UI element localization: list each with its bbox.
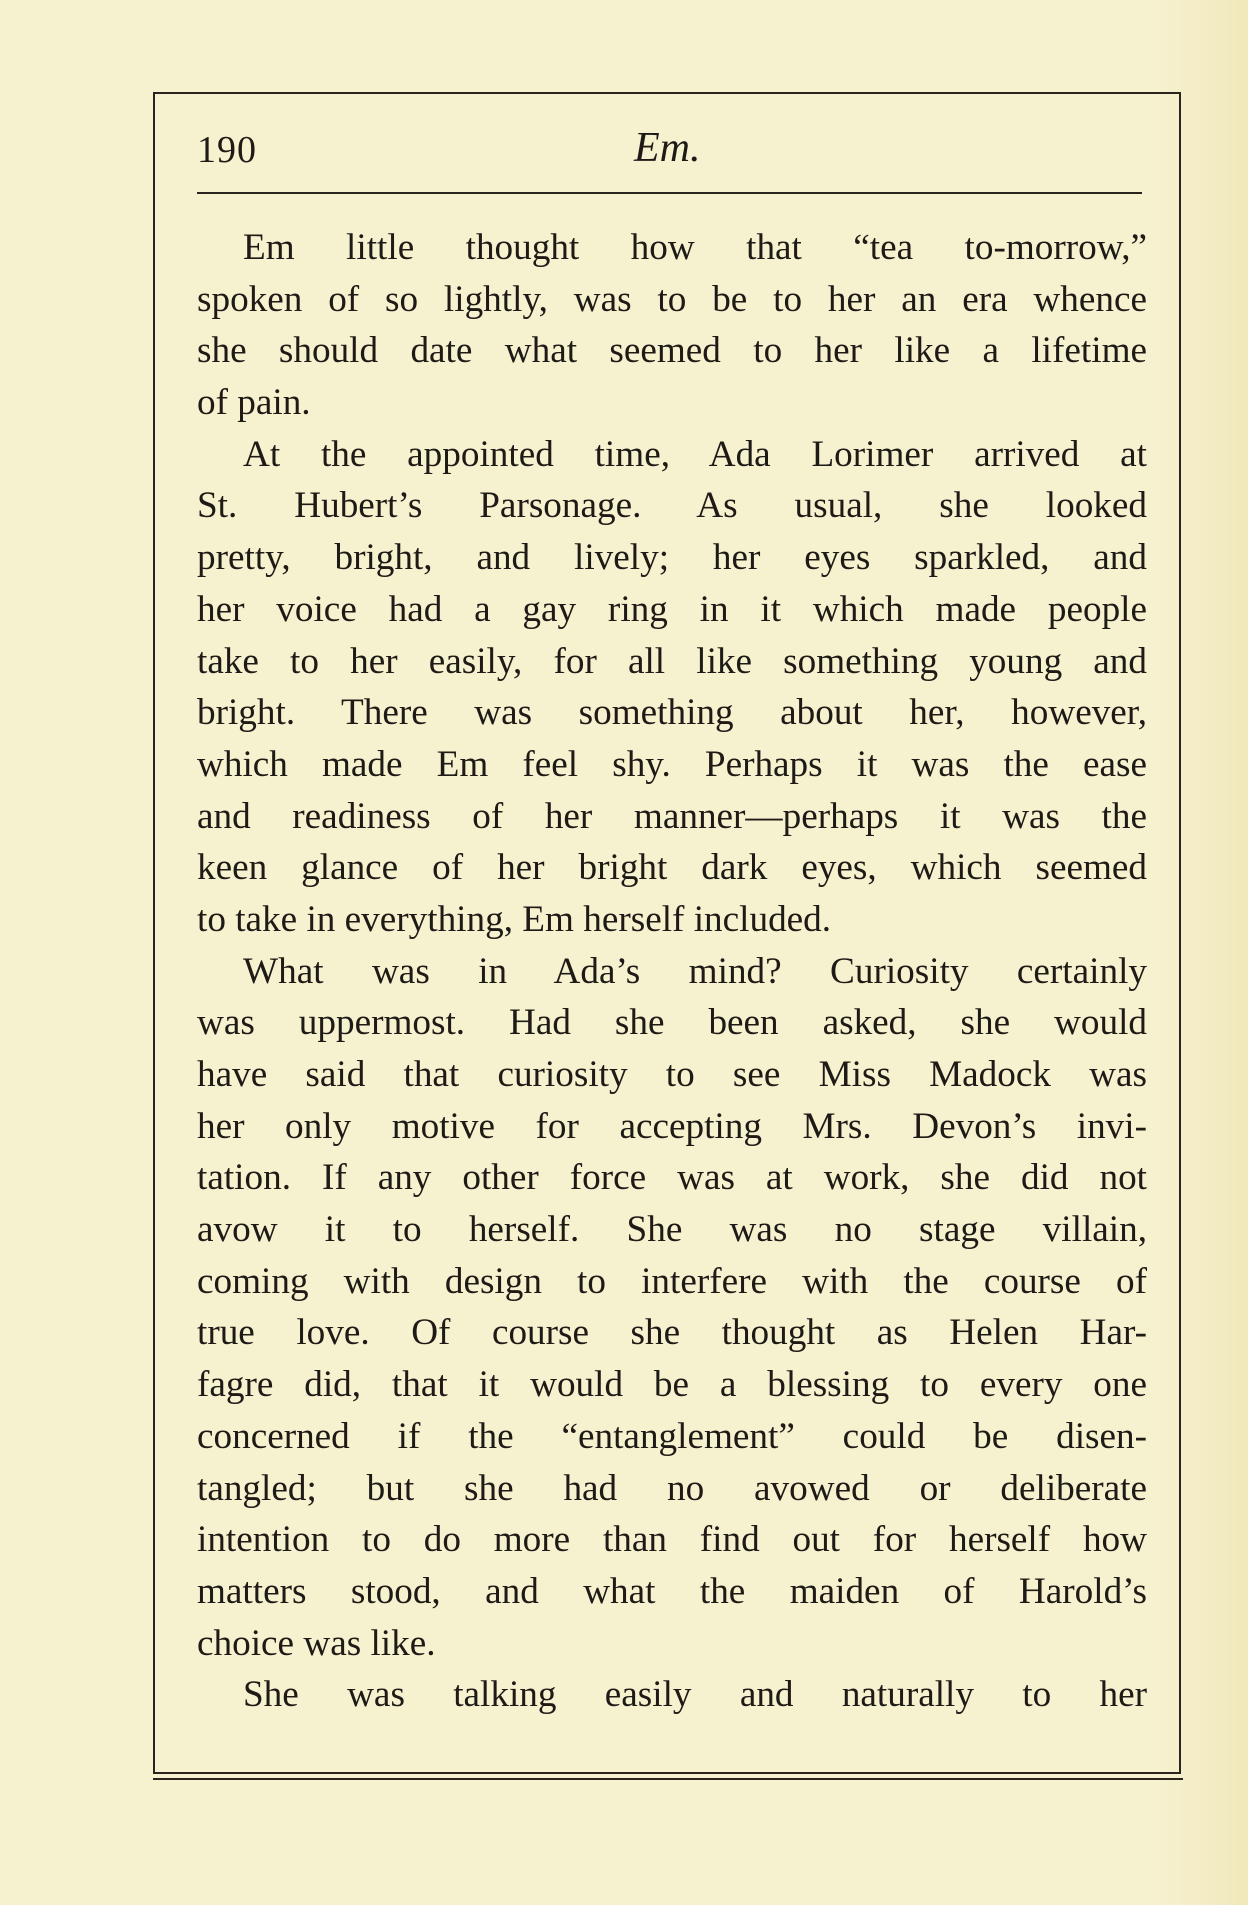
text-line: of pain. — [197, 382, 311, 424]
text-line: pretty, bright, and lively; her eyes sparkled, and — [197, 537, 1147, 579]
text-line: bright. There was something about her, however, — [197, 692, 1147, 734]
page-border-bottom-rule — [153, 1778, 1183, 1780]
text-line: choice was like. — [197, 1622, 436, 1664]
text-line: concerned if the “entanglement” could be disen- — [197, 1415, 1147, 1457]
text-line: she should date what seemed to her like a lifetime — [197, 330, 1147, 372]
text-line: have said that curiosity to see Miss Madock was — [197, 1054, 1147, 1095]
text-line: Em little thought how that “tea to-morrow,” — [243, 227, 1147, 268]
text-line: At the appointed time, Ada Lorimer arrived at — [243, 433, 1147, 475]
text-line: What was in Ada’s mind? Curiosity certainly — [243, 950, 1147, 992]
text-line: her only motive for accepting Mrs. Devon’s invi- — [197, 1105, 1147, 1147]
text-line: to take in everything, Em herself included. — [197, 898, 832, 940]
text-line: matters stood, and what the maiden of Harold’s — [197, 1570, 1147, 1612]
text-line: fagre did, that it would be a blessing to every one — [197, 1364, 1147, 1406]
running-head — [197, 124, 1142, 184]
body-text — [197, 222, 1147, 1721]
text-line: tation. If any other force was at work, she did not — [197, 1157, 1147, 1199]
text-line: avow it to herself. She was no stage villain, — [197, 1209, 1147, 1251]
running-title: Em. — [634, 125, 701, 171]
text-line: spoken of so lightly, was to be to her an era whence — [197, 278, 1147, 320]
header-rule — [197, 192, 1142, 194]
text-line: St. Hubert’s Parsonage. As usual, she looked — [197, 485, 1147, 527]
text-line: intention to do more than find out for herself how — [197, 1519, 1147, 1561]
text-line: and readiness of her manner—perhaps it was the — [197, 795, 1147, 837]
text-line: tangled; but she had no avowed or deliberate — [197, 1467, 1147, 1509]
paragraph — [197, 1669, 1147, 1721]
page-number: 190 — [197, 129, 257, 171]
text-line: true love. Of course she thought as Helen Har- — [197, 1312, 1147, 1354]
text-line: her voice had a gay ring in it which made people — [197, 588, 1147, 630]
text-line: keen glance of her bright dark eyes, which seemed — [197, 847, 1147, 889]
text-line: coming with design to interfere with the course of — [197, 1260, 1147, 1302]
text-line: She was talking easily and naturally to her — [243, 1674, 1147, 1716]
paragraph — [197, 429, 1147, 946]
paragraph — [197, 222, 1147, 429]
text-line: take to her easily, for all like something young and — [197, 640, 1147, 682]
text-line: which made Em feel shy. Perhaps it was the ease — [197, 743, 1147, 785]
paragraph — [197, 946, 1147, 1670]
text-line: was uppermost. Had she been asked, she would — [197, 1002, 1147, 1044]
